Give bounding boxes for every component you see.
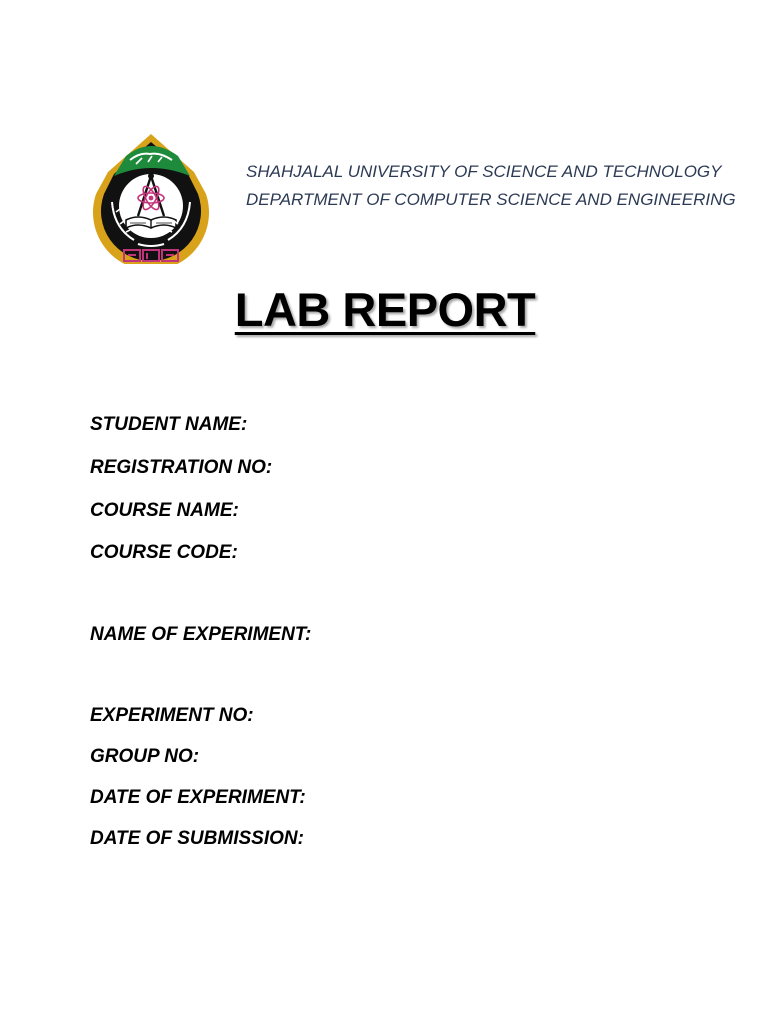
course-name-label: COURSE NAME: (90, 500, 239, 521)
page-title (0, 282, 768, 337)
name-of-experiment-label: NAME OF EXPERIMENT: (90, 624, 312, 645)
student-name-label: STUDENT NAME: (90, 414, 248, 435)
experiment-no-label: EXPERIMENT NO: (90, 705, 254, 726)
department-name: DEPARTMENT OF COMPUTER SCIENCE AND ENGINEERING (246, 190, 736, 209)
date-of-submission-label: DATE OF SUBMISSION: (90, 828, 304, 849)
course-code-label: COURSE CODE: (90, 542, 238, 563)
group-no-label: GROUP NO: (90, 746, 200, 767)
lab-report-title: LAB REPORT (234, 283, 536, 336)
institution-header (246, 158, 756, 214)
registration-no-label: REGISTRATION NO: (90, 457, 273, 478)
university-name: SHAHJALAL UNIVERSITY OF SCIENCE AND TECHNOLOGY (246, 162, 722, 181)
date-of-experiment-label: DATE OF EXPERIMENT: (90, 787, 306, 808)
sust-logo-icon (86, 132, 216, 264)
